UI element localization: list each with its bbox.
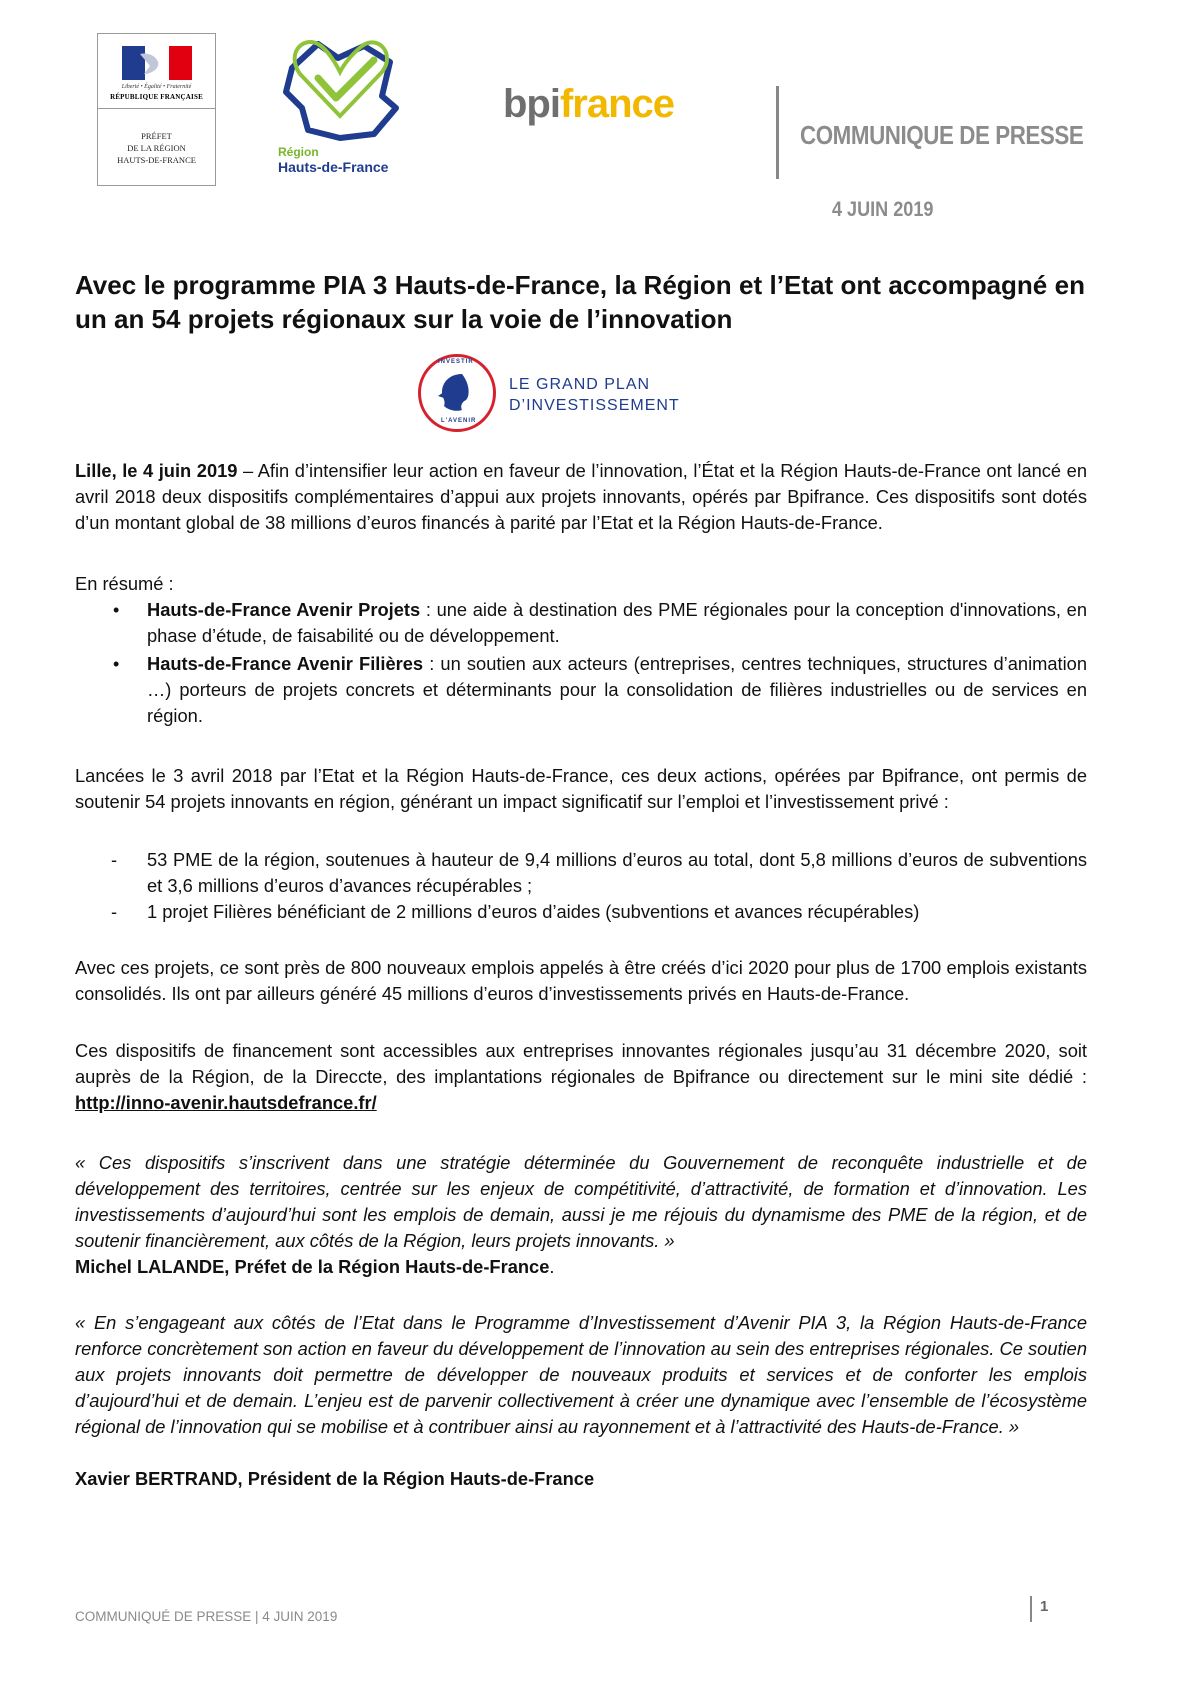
quote-prefet-author: Michel LALANDE, Préfet de la Région Hauts-de-France. <box>75 1256 555 1277</box>
prefet-name: PRÉFET DE LA RÉGION HAUTS-DE-FRANCE <box>117 131 196 165</box>
intro-paragraph <box>75 458 1087 536</box>
prefet-logo <box>97 33 216 186</box>
dash-icon: - <box>111 901 118 922</box>
footer-text: COMMUNIQUÉ DE PRESSE | 4 JUIN 2019 <box>75 1609 338 1624</box>
prefet-motto: Liberté • Égalité • Fraternité <box>121 84 192 90</box>
pia-ring-bottom-text: L'AVENIR <box>441 418 477 424</box>
list-item: - 1 projet Filières bénéficiant de 2 millions d’euros d’aides (subventions et avances récupérables) <box>75 899 1087 925</box>
quote-president-author: Xavier BERTRAND, Président de la Région Hauts-de-France <box>75 1468 595 1489</box>
pia-text-line1: LE GRAND PLAN <box>509 376 651 393</box>
resume-label: En résumé : <box>75 573 174 594</box>
intro-text: – Afin d’intensifier leur action en faveur de l’innovation, l’État et la Région Hauts-de-France ont lancé en avril 2018 deux dispositifs complémentaires d’appui aux projets innovants, opérés par Bpifrance. Ces dispositifs sont dotés d’un montant global de 38 millions d’euros financés à parité par l’Etat et la Région Hauts-de-France. <box>75 460 1087 533</box>
intro-lead: Lille, le 4 juin 2019 <box>75 460 238 481</box>
region-map-heart-icon <box>278 38 408 143</box>
region-name-line2: Hauts-de-France <box>278 159 389 175</box>
impact-paragraph: Avec ces projets, ce sont près de 800 nouveaux emplois appelés à être créés d’ici 2020 pour plus de 1700 emplois existants consolidés. Ils ont par ailleurs généré 45 millions d’euros d’investissements privés en Hauts-de-France. <box>75 957 1087 1004</box>
bullet-icon: • <box>113 600 120 620</box>
quote-president: « En s’engageant aux côtés de l’Etat dans le Programme d’Investissement d’Avenir PIA 3, la Région Hauts-de-France renforce concrètement son action en faveur du développement de l’innovation au sein des entreprises régionales. Ce soutien aux projets innovants doit permettre de développer de nouveaux produits et services et de conforter les emplois d’aujourd’hui et de demain. L’enjeu est de parvenir collectivement à créer une dynamique avec l’ensemble de l’écosystème régional de l’innovation qui se mobilise et à contribuer ainsi au rayonnement et à l’attractivité des Hauts-de-France. » <box>75 1312 1087 1437</box>
marianne-flag-icon <box>122 46 192 80</box>
dash-icon: - <box>111 849 118 870</box>
results-list <box>75 847 1087 925</box>
pia-text-line2: D’INVESTISSEMENT <box>509 397 680 414</box>
list-item: - 53 PME de la région, soutenues à hauteur de 9,4 millions d’euros au total, dont 5,8 millions d’euros de subventions et 3,6 millions d’euros d’avances récupérables ; <box>111 849 1087 896</box>
pia-ring-top-text: INVESTIR <box>438 359 474 365</box>
marianne-profile-icon <box>432 370 478 416</box>
list-item: • Hauts-de-France Avenir Filières : un soutien aux acteurs (entreprises, centres techniques, structures d’animation …) porteurs de projets concrets et déterminants pour la consolidation de filières industrielles ou de services en région. <box>113 653 1087 726</box>
access-paragraph: Ces dispositifs de financement sont accessibles aux entreprises innovantes régionales jusqu’au 31 décembre 2020, soit auprès de la Région, de la Direccte, des implantations régionales de Bpifrance ou directement sur le mini site dédié : http://inno-avenir.hautsdefrance.fr/ <box>75 1040 1087 1113</box>
prefet-divider <box>98 108 215 109</box>
header-divider <box>776 86 779 179</box>
bullet-icon: • <box>113 654 120 674</box>
lancees-paragraph: Lancées le 3 avril 2018 par l’Etat et la Région Hauts-de-France, ces deux actions, opérées par Bpifrance, ont permis de soutenir 54 projets innovants en région, générant un impact significatif sur l’emploi et l’investissement privé : <box>75 765 1087 812</box>
page-number: 1 <box>1040 1598 1049 1615</box>
list-item: • Hauts-de-France Avenir Projets : une aide à destination des PME régionales pour la conception d'innovations, en phase d’étude, de faisabilité ou de développement. <box>113 599 1087 646</box>
page-title: Avec le programme PIA 3 Hauts-de-France, la Région et l’Etat ont accompagné en un an 54 projets régionaux sur la voie de l’innovation <box>75 270 1085 334</box>
bpifrance-logo: bpifrance <box>503 82 675 126</box>
pia-logo <box>418 354 718 438</box>
quote-prefet: « Ces dispositifs s’inscrivent dans une stratégie déterminée du Gouvernement de reconquête industrielle et de développement des territoires, centrée sur les enjeux de compétitivité, d’attractivité, de formation et d’innovation. Les investissements d’aujourd’hui sont les emplois de demain, aussi je me réjouis du dynamisme des PME de la région, et de soutenir financièrement, aux côtés de la Région, leurs projets innovants. » <box>75 1152 1087 1251</box>
press-release-label: COMMUNIQUE DE PRESSE <box>800 120 1084 150</box>
mini-site-link[interactable]: http://inno-avenir.hautsdefrance.fr/ <box>75 1092 377 1113</box>
region-logo <box>278 38 428 184</box>
press-release-date: 4 JUIN 2019 <box>832 198 934 221</box>
prefet-republic: RÉPUBLIQUE FRANÇAISE <box>110 93 203 101</box>
resume-list <box>75 597 1087 731</box>
footer-divider <box>1030 1596 1032 1622</box>
region-name-line1: Région <box>278 145 319 159</box>
